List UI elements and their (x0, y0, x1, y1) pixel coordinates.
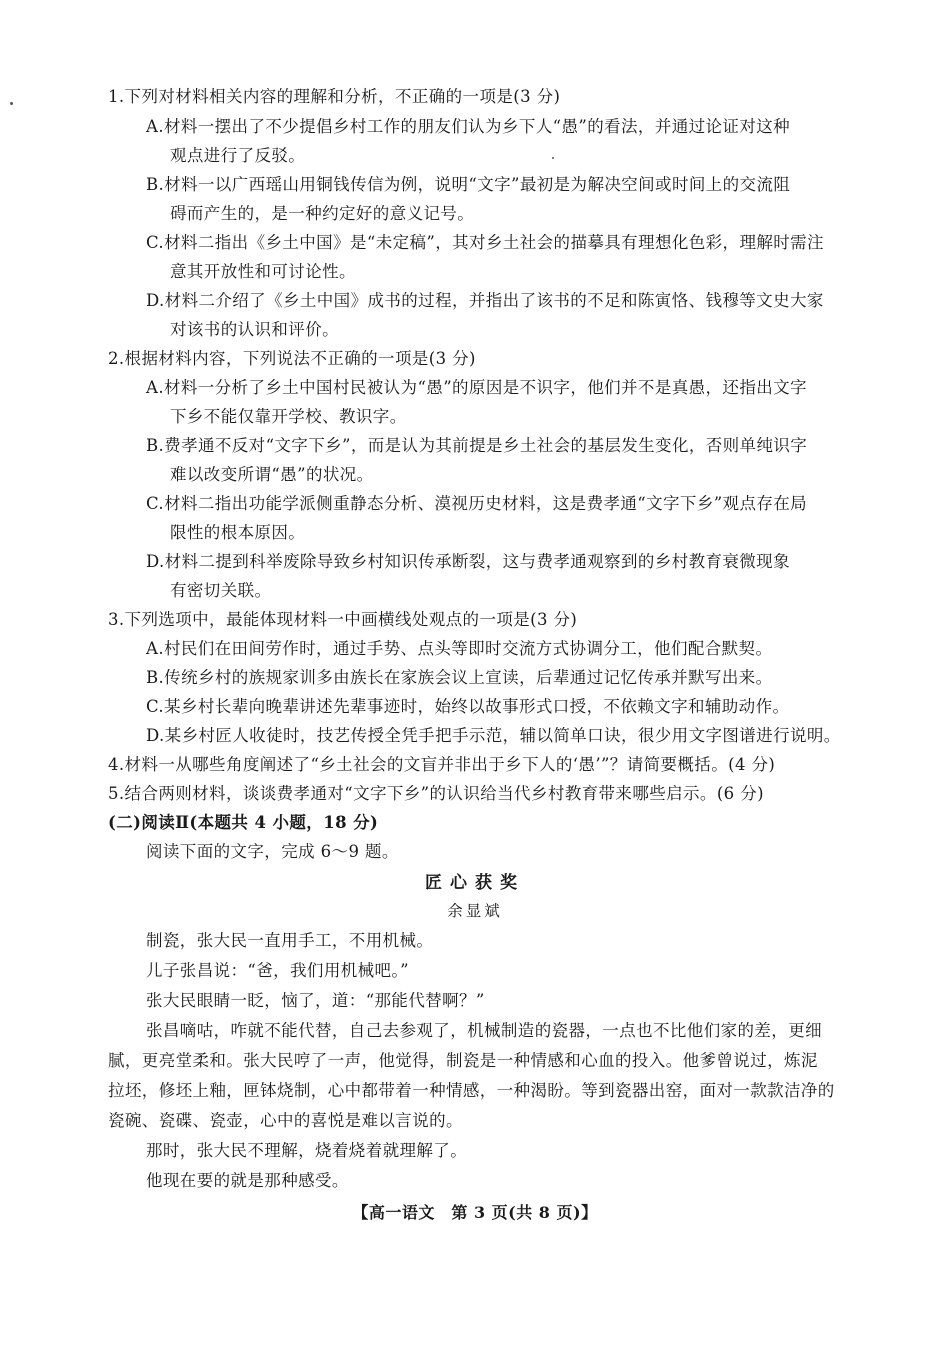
story-paragraph-6: 他现在要的就是那种感受。 (146, 1171, 349, 1190)
story-paragraph-4-line-2: 腻，更亮堂柔和。张大民哼了一声，他觉得，制瓷是一种情感和心血的投入。他爹曾说过，炼泥 (108, 1051, 818, 1070)
question-5: 5.结合两则材料，谈谈费孝通对“文字下乡”的认识给当代乡村教育带来哪些启示。(6 分) (108, 784, 764, 803)
story-title: 匠心获奖 (425, 873, 525, 893)
story-paragraph-4-line-4: 瓷碗、瓷碟、瓷壶，心中的喜悦是难以言说的。 (108, 1111, 463, 1130)
section-2-instruction: 阅读下面的文字，完成 6～9 题。 (146, 842, 399, 861)
question-3-stem: 3.下列选项中，最能体现材料一中画横线处观点的一项是(3 分) (108, 610, 578, 629)
question-1-option-a-cont: 观点进行了反驳。 (170, 146, 306, 165)
question-2-option-b-cont: 难以改变所谓“愚”的状况。 (170, 465, 374, 484)
story-paragraph-5: 那时，张大民不理解，烧着烧着就理解了。 (146, 1141, 468, 1160)
page-footer: 【高一语文 第 3 页(共 8 页)】 (352, 1203, 598, 1222)
story-paragraph-4-line-1: 张昌嘀咕，咋就不能代替，自己去参观了，机械制造的瓷器，一点也不比他们家的差，更细 (146, 1021, 822, 1040)
question-1-stem: 1.下列对材料相关内容的理解和分析，不正确的一项是(3 分) (108, 87, 561, 106)
question-2-option-c-cont: 限性的根本原因。 (170, 523, 306, 542)
story-author: 余显斌 (447, 902, 503, 920)
story-paragraph-2: 儿子张昌说：“爸，我们用机械吧。” (146, 961, 409, 980)
question-1-option-c-cont: 意其开放性和可讨论性。 (170, 262, 356, 281)
question-3-option-a: A.村民们在田间劳作时，通过手势、点头等即时交流方式协调分工，他们配合默契。 (146, 639, 773, 658)
question-2-stem: 2.根据材料内容，下列说法不正确的一项是(3 分) (108, 349, 476, 368)
scan-speck (10, 102, 13, 105)
question-4: 4.材料一从哪些角度阐述了“乡土社会的文盲并非出于乡下人的‘愚’”？请简要概括。(4 分) (108, 755, 776, 774)
question-1-option-b-cont: 碍而产生的，是一种约定好的意义记号。 (170, 204, 475, 223)
question-2-option-a-cont: 下乡不能仅靠开学校、教识字。 (170, 407, 407, 426)
section-2-heading: (二)阅读Ⅱ(本题共 4 小题，18 分) (108, 813, 379, 832)
question-3-option-b: B.传统乡村的族规家训多由族长在家族会议上宣读，后辈通过记忆传承并默写出来。 (146, 668, 773, 687)
scan-speck (552, 157, 554, 159)
story-paragraph-3: 张大民眼睛一眨，恼了，道：“那能代替啊？” (146, 991, 485, 1010)
question-3-option-c: C.某乡村长辈向晚辈讲述先辈事迹时，始终以故事形式口授，不依赖文字和辅助动作。 (146, 697, 790, 716)
question-2-option-c: C.材料二指出功能学派侧重静态分析、漠视历史材料，这是费孝通“文字下乡”观点存在局 (146, 494, 808, 513)
question-1-option-d-cont: 对该书的认识和评价。 (170, 320, 339, 339)
story-paragraph-4-line-3: 拉坯，修坯上釉，匣钵烧制，心中都带着一种情感，一种渴盼。等到瓷器出窑，面对一款款洁净的 (108, 1081, 835, 1100)
question-2-option-d-cont: 有密切关联。 (170, 581, 272, 600)
story-paragraph-1: 制瓷，张大民一直用手工，不用机械。 (146, 931, 434, 950)
question-2-option-a: A.材料一分析了乡土中国村民被认为“愚”的原因是不识字，他们并不是真愚，还指出文字 (146, 378, 807, 397)
question-3-option-d: D.某乡村匠人收徒时，技艺传授全凭手把手示范，辅以简单口诀，很少用文字图谱进行说明。 (146, 726, 841, 745)
question-1-option-a: A.材料一摆出了不少提倡乡村工作的朋友们认为乡下人“愚”的看法，并通过论证对这种 (146, 117, 791, 136)
question-2-option-b: B.费孝通不反对“文字下乡”，而是认为其前提是乡土社会的基层发生变化，否则单纯识字 (146, 436, 808, 455)
question-1-option-b: B.材料一以广西瑶山用铜钱传信为例，说明“文字”最初是为解决空间或时间上的交流阻 (146, 175, 791, 194)
question-2-option-d: D.材料二提到科举废除导致乡村知识传承断裂，这与费孝通观察到的乡村教育衰微现象 (146, 552, 790, 571)
question-1-option-c: C.材料二指出《乡土中国》是“未定稿”，其对乡土社会的描摹具有理想化色彩，理解时需注 (146, 233, 824, 252)
question-1-option-d: D.材料二介绍了《乡土中国》成书的过程，并指出了该书的不足和陈寅恪、钱穆等文史大家 (146, 291, 824, 310)
